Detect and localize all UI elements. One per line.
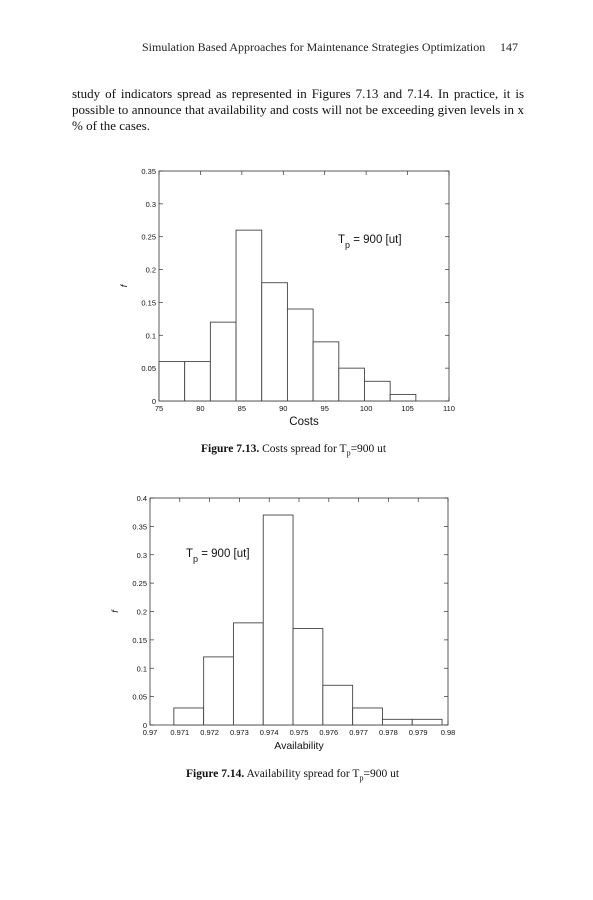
availability-yaxis-label: f xyxy=(110,610,120,613)
figure-7-14-text: Availability spread for T xyxy=(246,768,360,780)
figure-7-14-tail: =900 ut xyxy=(363,768,400,780)
availability-xtick-label: 0.973 xyxy=(230,728,249,737)
availability-xtick-label: 0.971 xyxy=(170,728,190,737)
availability-ytick-label: 0.25 xyxy=(132,579,147,589)
figure-7-13-tail: =900 ut xyxy=(350,443,387,455)
availability-histogram-bar xyxy=(412,719,442,725)
costs-xtick-label: 75 xyxy=(154,404,164,413)
costs-ytick-label: 0.15 xyxy=(141,298,156,308)
costs-ytick-label: 0.1 xyxy=(145,331,156,341)
availability-ytick-label: 0.2 xyxy=(136,607,147,617)
availability-xtick-label: 0.979 xyxy=(408,728,428,737)
costs-xtick-label: 85 xyxy=(237,404,247,413)
costs-yaxis-label: f xyxy=(119,284,129,288)
availability-xaxis-label: Availability xyxy=(274,740,324,752)
availability-ytick-label: 0.15 xyxy=(132,635,147,645)
availability-histogram-bar xyxy=(353,708,383,725)
availability-tp-annotation: $T_p = 900$ [ut] xyxy=(186,548,250,564)
costs-xaxis-label: Costs xyxy=(289,416,319,428)
costs-xtick-label: 110 xyxy=(443,404,455,413)
availability-histogram-bar xyxy=(204,657,234,725)
availability-histogram-bar xyxy=(174,708,204,725)
availability-ytick-label: 0.4 xyxy=(136,494,147,503)
availability-ytick-label: 0.3 xyxy=(136,550,147,560)
availability-histogram-bar xyxy=(293,629,323,725)
availability-xtick-label: 0.975 xyxy=(289,728,309,737)
availability-xtick-label: 0.97 xyxy=(142,728,158,737)
availability-xtick-label: 0.974 xyxy=(259,728,279,737)
page-number: 147 xyxy=(500,40,518,54)
availability-xtick-label: 0.978 xyxy=(379,728,398,737)
costs-ytick-label: 0.2 xyxy=(145,265,156,275)
costs-tp-annotation: $T_p = 900$ [ut] xyxy=(338,234,402,250)
availability-ytick-label: 0.05 xyxy=(132,692,147,702)
costs-xtick-label: 100 xyxy=(359,404,373,413)
figure-7-13-text: Costs spread for T xyxy=(262,443,347,455)
costs-xtick-label: 90 xyxy=(279,404,288,413)
availability-histogram-bar xyxy=(263,515,293,725)
costs-xtick-label: 80 xyxy=(196,404,205,413)
availability-histogram-bar xyxy=(382,719,412,725)
availability-ytick-label: 0.1 xyxy=(136,664,147,674)
costs-ytick-label: 0.3 xyxy=(145,199,156,209)
costs-ytick-label: 0.25 xyxy=(141,232,156,242)
costs-ytick-label: 0 xyxy=(151,397,156,406)
availability-xtick-label: 0.976 xyxy=(319,728,339,737)
costs-xtick-label: 105 xyxy=(401,404,414,413)
running-title: Simulation Based Approaches for Maintenance Strategies Optimization xyxy=(142,40,486,54)
availability-histogram-bar xyxy=(233,623,263,725)
costs-ytick-label: 0.05 xyxy=(141,364,156,374)
figure-7-13-sub: p xyxy=(346,448,351,458)
availability-xtick-label: 0.977 xyxy=(349,728,368,737)
costs-xtick-label: 95 xyxy=(320,404,329,413)
availability-xtick-label: 0.972 xyxy=(200,728,219,737)
availability-xtick-label: 0.98 xyxy=(440,728,456,737)
availability-histogram-bar xyxy=(323,685,353,725)
body-paragraph: study of indicators spread as represented in Figures 7.13 and 7.14. In practice, it is possible to announce that availability and costs will not be exceeding given levels in x % of the cases. xyxy=(72,86,524,133)
availability-ytick-label: 0 xyxy=(142,721,147,730)
costs-ytick-label: 0.35 xyxy=(141,167,156,176)
figure-7-14-caption xyxy=(186,768,399,782)
figure-7-13-label: Figure 7.13. xyxy=(201,443,260,455)
availability-ytick-label: 0.35 xyxy=(132,522,147,532)
figure-7-14-label: Figure 7.14. xyxy=(186,768,245,780)
figure-7-14-sub: p xyxy=(359,773,364,783)
